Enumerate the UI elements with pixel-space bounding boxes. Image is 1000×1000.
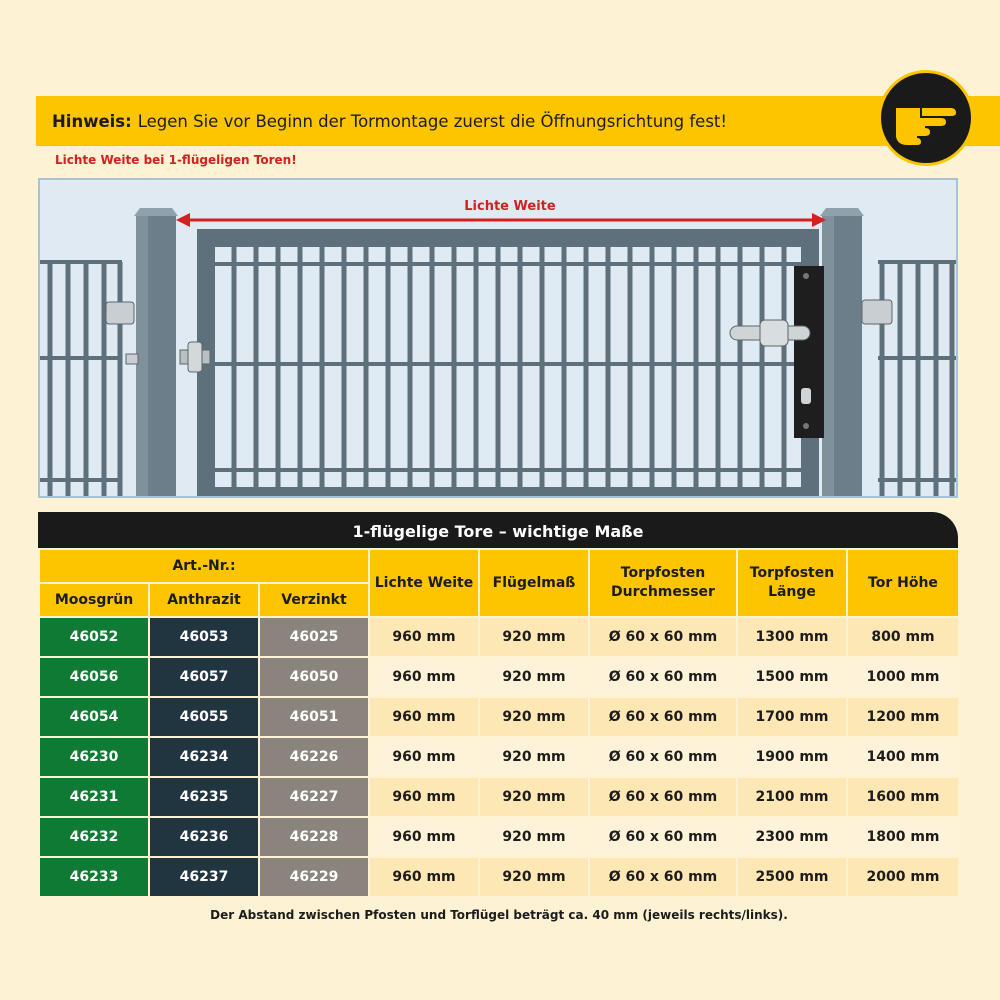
pfosten-laenge-cell: 1500 mm <box>737 657 847 697</box>
hint-banner <box>36 96 1000 146</box>
art-nr-moosgruen: 46054 <box>39 697 149 737</box>
right-post <box>820 208 864 496</box>
hint-label: Hinweis: <box>52 111 132 131</box>
pointing-hand-icon <box>878 70 974 166</box>
tor-hoehe-cell: 1600 mm <box>847 777 959 817</box>
art-nr-verzinkt: 46226 <box>259 737 369 777</box>
art-nr-moosgruen: 46230 <box>39 737 149 777</box>
lichte-weite-cell: 960 mm <box>369 857 479 897</box>
tor-hoehe-cell: 2000 mm <box>847 857 959 897</box>
art-nr-verzinkt: 46228 <box>259 817 369 857</box>
art-nr-header: Art.-Nr.: <box>39 549 369 583</box>
pfosten-durchmesser-cell: Ø 60 x 60 mm <box>589 817 737 857</box>
art-nr-anthrazit: 46235 <box>149 777 259 817</box>
pfosten-durchmesser-cell: Ø 60 x 60 mm <box>589 777 737 817</box>
pfosten-laenge-header: Torpfosten Länge <box>737 549 847 617</box>
table-footnote: Der Abstand zwischen Pfosten und Torflügel beträgt ca. 40 mm (jeweils rechts/links). <box>39 897 959 933</box>
art-nr-verzinkt: 46227 <box>259 777 369 817</box>
art-nr-anthrazit: 46236 <box>149 817 259 857</box>
fluegelmass-cell: 920 mm <box>479 777 589 817</box>
tor-hoehe-cell: 1200 mm <box>847 697 959 737</box>
left-clip-icon <box>106 302 134 324</box>
art-nr-anthrazit: 46057 <box>149 657 259 697</box>
pfosten-durchmesser-cell: Ø 60 x 60 mm <box>589 697 737 737</box>
fluegelmass-header: Flügelmaß <box>479 549 589 617</box>
left-post <box>134 208 178 496</box>
tor-hoehe-header: Tor Höhe <box>847 549 959 617</box>
tor-hoehe-cell: 800 mm <box>847 617 959 657</box>
pfosten-durchmesser-cell: Ø 60 x 60 mm <box>589 857 737 897</box>
table-row <box>39 657 959 697</box>
art-nr-verzinkt: 46050 <box>259 657 369 697</box>
right-fence-panel <box>878 262 956 496</box>
dimensions-table <box>38 512 958 934</box>
fluegelmass-cell: 920 mm <box>479 817 589 857</box>
table-row <box>39 697 959 737</box>
anthrazit-header: Anthrazit <box>149 583 259 617</box>
pfosten-laenge-cell: 1300 mm <box>737 617 847 657</box>
verzinkt-header: Verzinkt <box>259 583 369 617</box>
fluegelmass-cell: 920 mm <box>479 857 589 897</box>
pfosten-laenge-cell: 1700 mm <box>737 697 847 737</box>
fluegelmass-cell: 920 mm <box>479 737 589 777</box>
art-nr-verzinkt: 46051 <box>259 697 369 737</box>
subtitle: Lichte Weite bei 1-flügeligen Toren! <box>55 153 297 167</box>
art-nr-moosgruen: 46056 <box>39 657 149 697</box>
art-nr-anthrazit: 46237 <box>149 857 259 897</box>
lichte-weite-cell: 960 mm <box>369 737 479 777</box>
art-nr-anthrazit: 46234 <box>149 737 259 777</box>
art-nr-verzinkt: 46229 <box>259 857 369 897</box>
tor-hoehe-cell: 1400 mm <box>847 737 959 777</box>
fluegelmass-cell: 920 mm <box>479 697 589 737</box>
lichte-weite-arrow <box>176 213 826 227</box>
lichte-weite-cell: 960 mm <box>369 817 479 857</box>
fluegelmass-cell: 920 mm <box>479 657 589 697</box>
lichte-weite-cell: 960 mm <box>369 657 479 697</box>
table-row <box>39 737 959 777</box>
table-row <box>39 617 959 657</box>
left-fence-panel <box>40 262 122 496</box>
lichte-weite-cell: 960 mm <box>369 777 479 817</box>
gate-illustration <box>38 178 958 498</box>
pfosten-durchmesser-cell: Ø 60 x 60 mm <box>589 617 737 657</box>
right-clip-icon <box>862 300 892 324</box>
art-nr-anthrazit: 46055 <box>149 697 259 737</box>
gate-leaf <box>206 238 810 496</box>
lichte-weite-cell: 960 mm <box>369 617 479 657</box>
lichte-weite-label: Lichte Weite <box>464 199 556 214</box>
pfosten-laenge-cell: 1900 mm <box>737 737 847 777</box>
fluegelmass-cell: 920 mm <box>479 617 589 657</box>
pfosten-durchmesser-cell: Ø 60 x 60 mm <box>589 737 737 777</box>
art-nr-moosgruen: 46233 <box>39 857 149 897</box>
table-title: 1-flügelige Tore – wichtige Maße <box>38 512 958 548</box>
table-row <box>39 777 959 817</box>
pfosten-durchmesser-cell: Ø 60 x 60 mm <box>589 657 737 697</box>
pfosten-laenge-cell: 2100 mm <box>737 777 847 817</box>
lichte-weite-header: Lichte Weite <box>369 549 479 617</box>
pfosten-laenge-cell: 2500 mm <box>737 857 847 897</box>
moosgruen-header: Moosgrün <box>39 583 149 617</box>
lock-box-icon <box>794 266 824 438</box>
art-nr-verzinkt: 46025 <box>259 617 369 657</box>
hint-text: Legen Sie vor Beginn der Tormontage zuerst die Öffnungsrichtung fest! <box>137 111 727 131</box>
table-row <box>39 817 959 857</box>
pfosten-durchmesser-header: Torpfosten Durchmesser <box>589 549 737 617</box>
art-nr-anthrazit: 46053 <box>149 617 259 657</box>
pfosten-laenge-cell: 2300 mm <box>737 817 847 857</box>
tor-hoehe-cell: 1800 mm <box>847 817 959 857</box>
art-nr-moosgruen: 46231 <box>39 777 149 817</box>
art-nr-moosgruen: 46232 <box>39 817 149 857</box>
lichte-weite-cell: 960 mm <box>369 697 479 737</box>
table-row <box>39 857 959 897</box>
gate-drawing <box>40 180 956 496</box>
tor-hoehe-cell: 1000 mm <box>847 657 959 697</box>
art-nr-moosgruen: 46052 <box>39 617 149 657</box>
